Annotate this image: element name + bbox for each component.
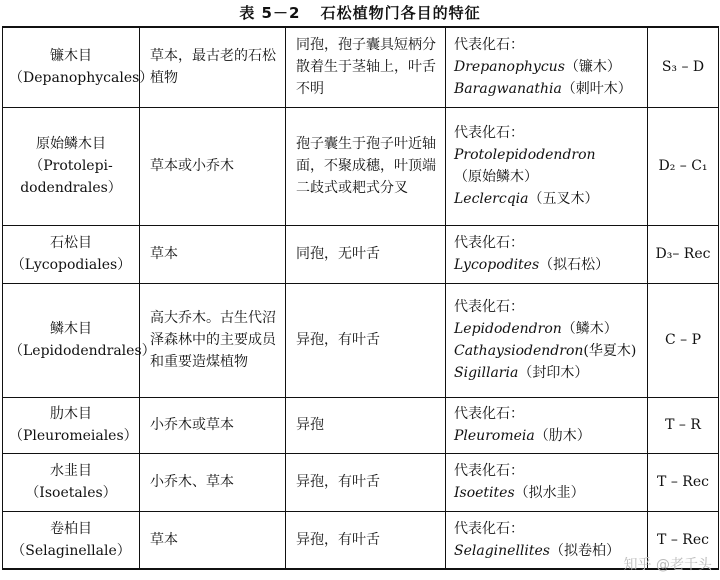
fossil-chinese-name: （封印木） <box>518 365 589 381</box>
fossil-cell <box>446 27 648 107</box>
watermark: 知乎 @老千头 <box>623 557 712 573</box>
table-row <box>3 283 719 397</box>
spore-cell: 异孢 <box>286 397 446 453</box>
fossil-genus: Cathaysiodendron <box>454 343 584 359</box>
order-cell <box>3 511 140 569</box>
order-cell <box>3 453 140 511</box>
fossil-label: 代表化石： <box>454 37 524 54</box>
fossil-genus: Isoetites <box>454 485 515 501</box>
fossil-chinese-name: （肋木） <box>534 428 591 444</box>
order-name: 石松目 <box>50 235 92 251</box>
fossil-line <box>454 318 641 340</box>
order-latin-name: （Lycopodiales） <box>10 257 132 273</box>
fossil-genus: Sigillaria <box>454 365 519 381</box>
order-latin-name: （Isoetales） <box>25 485 117 501</box>
fossil-genus: Baragwanathia <box>454 81 562 98</box>
fossil-cell <box>446 511 648 569</box>
table-row <box>3 225 719 283</box>
fossil-genus: Pleuromeia <box>454 428 535 444</box>
fossil-line <box>454 540 641 562</box>
habit-cell: 草本，最古老的石松植物 <box>140 27 286 107</box>
order-characteristics-table <box>2 26 719 570</box>
spore-cell: 孢子囊生于孢子叶近轴面，不聚成穗，叶顶端二歧式或耙式分叉 <box>286 107 446 225</box>
fossil-cell <box>446 283 648 397</box>
order-cell <box>3 397 140 453</box>
fossil-line <box>454 188 641 210</box>
fossil-label: 代表化石： <box>454 125 524 141</box>
order-latin-name: （Lepidodendrales） <box>9 343 156 359</box>
geologic-age-cell: T – R <box>648 397 719 453</box>
table-row <box>3 27 719 107</box>
order-cell <box>3 27 154 107</box>
spore-cell: 异孢，有叶舌 <box>286 453 446 511</box>
habit-cell: 高大乔木。古生代沼泽森林中的主要成员和重要造煤植物 <box>140 283 286 397</box>
geologic-age-cell: S₃ – D <box>648 27 719 107</box>
order-cell <box>3 283 156 397</box>
order-latin-name: （Protolepi-dodendrales） <box>20 158 122 196</box>
order-cell <box>3 225 140 283</box>
fossil-chinese-name: （拟卷柏） <box>549 542 620 559</box>
fossil-label: 代表化石： <box>454 406 524 422</box>
geologic-age-cell: D₃– Rec <box>648 225 719 283</box>
fossil-cell <box>446 397 648 453</box>
habit-cell: 草本 <box>140 511 286 569</box>
fossil-label: 代表化石： <box>454 463 524 479</box>
table-row <box>3 397 719 453</box>
fossil-chinese-name: (华夏木) <box>583 343 637 359</box>
order-name: 肋木目 <box>50 406 92 422</box>
fossil-label: 代表化石： <box>454 299 524 315</box>
order-name: 水韭目 <box>50 463 92 479</box>
fossil-genus: Drepanophycus <box>454 59 565 76</box>
order-latin-name: （Pleuromeiales） <box>9 428 138 444</box>
fossil-chinese-name: （五叉木） <box>528 191 599 207</box>
table-row <box>3 453 719 511</box>
habit-cell: 小乔木或草本 <box>140 397 286 453</box>
fossil-chinese-name: （原始鳞木） <box>454 169 538 185</box>
fossil-genus: Protolepidodendron <box>454 147 596 163</box>
order-cell <box>3 107 140 225</box>
spore-cell: 异孢，有叶舌 <box>286 283 446 397</box>
fossil-chinese-name: （鳞木） <box>561 321 618 337</box>
order-name: 镰木目 <box>50 48 92 65</box>
fossil-label: 代表化石： <box>454 235 524 251</box>
habit-cell: 小乔木、草本 <box>140 453 286 511</box>
order-name: 鳞木目 <box>50 321 92 337</box>
fossil-genus: Leclercqia <box>454 191 529 207</box>
fossil-genus: Lycopodites <box>454 257 540 273</box>
order-name: 原始鳞木目 <box>36 136 106 152</box>
fossil-genus: Selaginellites <box>454 542 550 559</box>
table-row <box>3 511 719 569</box>
order-latin-name: （Selaginellale） <box>11 542 131 559</box>
geologic-age-cell: C – P <box>648 283 719 397</box>
fossil-line <box>454 78 641 100</box>
fossil-label: 代表化石： <box>454 520 524 537</box>
fossil-cell <box>446 453 648 511</box>
spore-cell: 同孢，孢子囊具短柄分散着生于茎轴上，叶舌不明 <box>286 27 446 107</box>
spore-cell: 同孢，无叶舌 <box>286 225 446 283</box>
table-title: 石松植物门各目的特征 <box>320 4 481 22</box>
fossil-line <box>454 482 641 504</box>
fossil-line <box>454 144 641 166</box>
order-latin-name: （Depanophycales） <box>9 70 154 87</box>
fossil-line <box>454 362 641 384</box>
fossil-cell <box>446 225 648 283</box>
geologic-age-cell: T – Rec <box>648 453 719 511</box>
fossil-line <box>454 425 641 447</box>
habit-cell: 草本或小乔木 <box>140 107 286 225</box>
table-caption <box>0 2 720 23</box>
fossil-chinese-name: （拟石松） <box>539 257 610 273</box>
geologic-age-cell: T – Rec <box>648 511 719 569</box>
geologic-age-cell: D₂ – C₁ <box>648 107 719 225</box>
table-row <box>3 107 719 225</box>
fossil-chinese-name: （镰木） <box>564 59 621 76</box>
table-body <box>3 27 719 569</box>
habit-cell: 草本 <box>140 225 286 283</box>
fossil-chinese-name: （刺叶木） <box>561 81 632 98</box>
fossil-genus: Lepidodendron <box>454 321 562 337</box>
order-name: 卷柏目 <box>50 520 92 537</box>
fossil-chinese-name: （拟水韭） <box>514 485 585 501</box>
fossil-line <box>454 254 641 276</box>
fossil-line <box>454 340 641 362</box>
fossil-cell <box>446 107 648 225</box>
fossil-line <box>454 56 641 78</box>
table-number: 表 5－2 <box>239 4 301 22</box>
fossil-line <box>454 166 641 188</box>
spore-cell: 异孢，有叶舌 <box>286 511 446 569</box>
